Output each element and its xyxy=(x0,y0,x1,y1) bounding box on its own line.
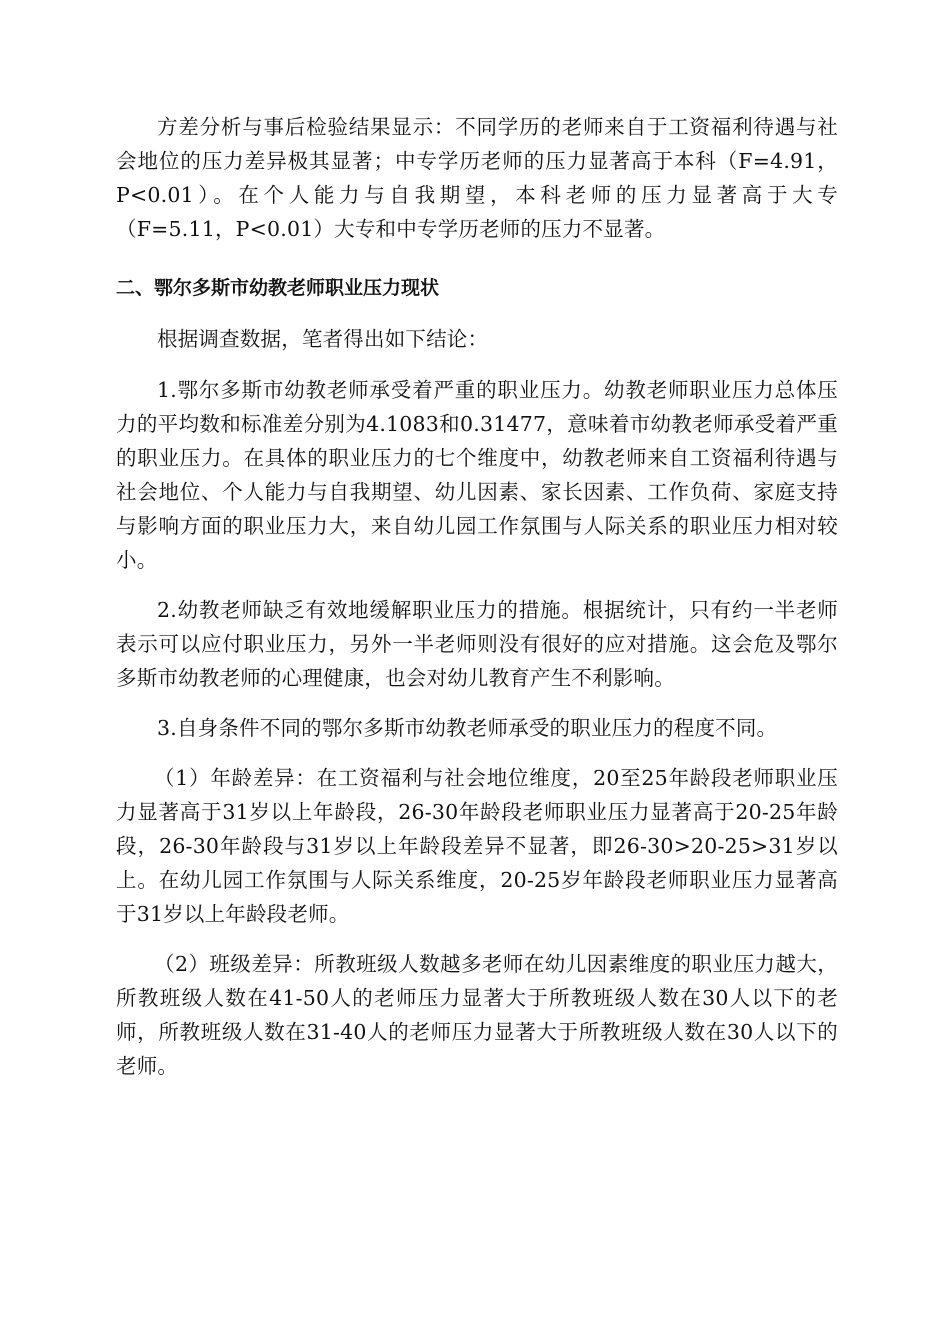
paragraph-conclusion-intro: 根据调查数据，笔者得出如下结论： xyxy=(157,327,489,351)
paragraph-age-difference: （1）年龄差异：在工资福利与社会地位维度，20至25年龄段老师职业压力显著高于31岁以上年龄段，26-30年龄段老师职业压力显著高于20-25年龄段，26-30年龄段与31岁以上年龄段差异不显著，即26-30>20-25>31岁以上。在幼儿园工作氛围与人际关系维度，20-25岁年龄段老师职业压力显著高于31岁以上年龄段老师。 xyxy=(116,766,838,926)
paragraph-conclusion-1: 1.鄂尔多斯市幼教老师承受着严重的职业压力。幼教老师职业压力总体压力的平均数和标准差分别为4.1083和0.31477，意味着市幼教老师承受着严重的职业压力。在具体的职业压力的七个维度中，幼教老师来自工资福利待遇与社会地位、个人能力与自我期望、幼儿因素、家长因素、工作负荷、家庭支持与影响方面的职业压力大，来自幼儿园工作氛围与人际关系的职业压力相对较小。 xyxy=(116,378,838,572)
paragraph-class-difference: （2）班级差异：所教班级人数越多老师在幼儿因素维度的职业压力越大，所教班级人数在41-50人的老师压力显著大于所教班级人数在30人以下的老师，所教班级人数在31-40人的老师压力显著大于所教班级人数在30人以下的老师。 xyxy=(116,952,838,1078)
paragraph-anova-results: 方差分析与事后检验结果显示：不同学历的老师来自于工资福利待遇与社会地位的压力差异极其显著；中专学历老师的压力显著高于本科（F=4.91，P<0.01）。在个人能力与自我期望，本科老师的压力显著高于大专（F=5.11，P<0.01）大专和中专学历老师的压力不显著。 xyxy=(116,115,838,241)
document-body xyxy=(116,110,838,1083)
paragraph-conclusion-2: 2.幼教老师缺乏有效地缓解职业压力的措施。根据统计，只有约一半老师表示可以应付职业压力，另外一半老师则没有很好的应对措施。这会危及鄂尔多斯市幼教老师的心理健康，也会对幼儿教育产生不利影响。 xyxy=(116,598,838,690)
section-heading: 二、鄂尔多斯市幼教老师职业压力现状 xyxy=(116,277,440,299)
paragraph-conclusion-3: 3.自身条件不同的鄂尔多斯市幼教老师承受的职业压力的程度不同。 xyxy=(157,716,778,740)
